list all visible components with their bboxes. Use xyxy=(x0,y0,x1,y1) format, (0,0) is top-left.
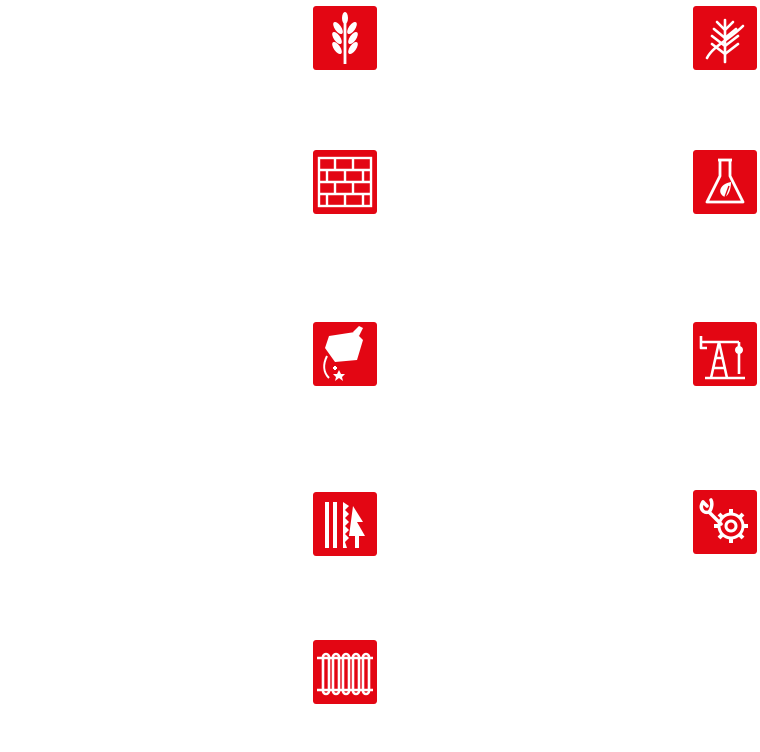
radiator-icon xyxy=(313,640,377,704)
brick-wall-icon xyxy=(313,150,377,214)
wheat-leaf-icon xyxy=(693,6,757,70)
flask-icon xyxy=(693,150,757,214)
wood-saw-icon xyxy=(313,492,377,556)
oil-pump-icon xyxy=(693,322,757,386)
wheat-icon xyxy=(313,6,377,70)
wrench-gear-icon xyxy=(693,490,757,554)
ladle-icon xyxy=(313,322,377,386)
